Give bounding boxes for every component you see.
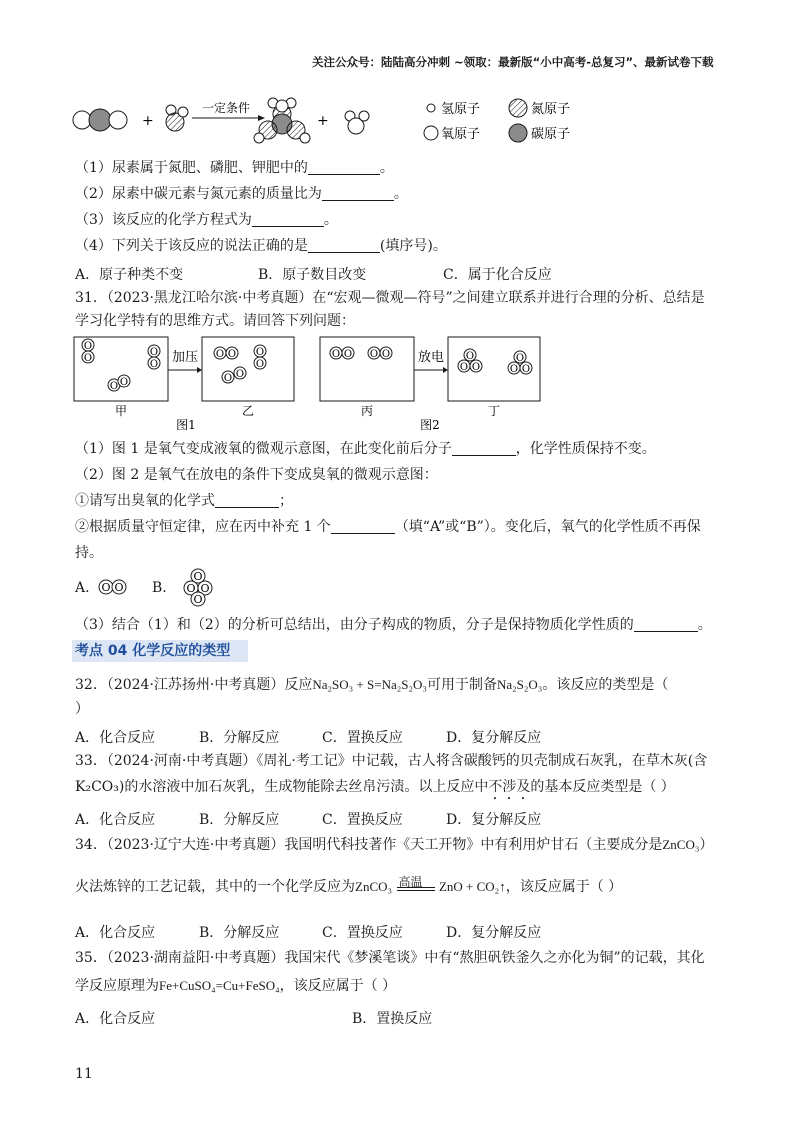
legend-hydrogen: 氢原子 (441, 102, 481, 117)
plus-sign-2: + (317, 113, 329, 129)
svg-text:O: O (149, 347, 159, 358)
q30-part1: （1）尿素属于氮肥、磷肥、钾肥中的 。 (75, 160, 394, 176)
oxygen-atom (73, 111, 91, 129)
svg-text:O: O (215, 349, 225, 360)
svg-text:O: O (255, 347, 265, 358)
q31-part2b: ②根据质量守恒定律，应在丙中补充 1 个 （填“A”或“B”）。变化后，氧气的化学性质不再保 (75, 519, 701, 535)
svg-text:O: O (83, 353, 93, 364)
svg-text:O: O (471, 362, 481, 373)
svg-text:O: O (83, 341, 93, 352)
svg-text:O: O (343, 349, 353, 360)
svg-text:O: O (509, 364, 519, 375)
q35-option-a[interactable]: A．化合反应 (75, 1011, 156, 1027)
section-heading: 考点 04 化学反应的类型 (75, 643, 231, 659)
answer-blank[interactable] (308, 160, 380, 175)
q30-part4: （4）下列关于该反应的说法正确的是 (填序号)。 (75, 238, 447, 254)
q34-option-a[interactable]: A．化合反应 (75, 925, 156, 941)
legend-oxygen: 氧原子 (441, 127, 481, 142)
figure2-caption: 图2 (420, 418, 440, 432)
label-ding: 丁 (487, 404, 501, 418)
q33-stem-line2: K₂CO₃)的水溶液中加石灰乳，生成物能除去丝帛污渍。以上反应中不涉及的基本反应类型是（ ） (75, 779, 675, 795)
q32-product: Na₂S₂O₃ (496, 677, 543, 692)
legend-carbon: 碳原子 (531, 127, 571, 142)
ozone-linear-molecule (98, 577, 158, 597)
svg-text:O: O (465, 351, 475, 362)
q32-stem: 32．（2024·江苏扬州·中考真题）反应Na₂SO₃ + S=Na₂S₂O₃可用于制备Na₂S₂O₃。该反应的类型是（ (75, 677, 669, 693)
emphasis-not-involved: 不涉及 (488, 779, 531, 795)
legend-nitrogen: 氮原子 (531, 102, 571, 117)
svg-text:O: O (101, 581, 111, 594)
answer-blank[interactable] (634, 617, 698, 632)
q34-stem-line1: 34．（2023·辽宁大连·中考真题）我国明代科技著作《天工开物》中有利用炉甘石（主要成分是ZnCO₃） (75, 837, 714, 853)
q30-option-c[interactable]: C．属于化合反应 (443, 267, 552, 283)
oxygen-molecule (82, 339, 94, 364)
q33-stem-line1: 33．（2024·河南·中考真题）《周礼·考工记》中记载，古人将含碳酸钙的贝壳制成石灰乳，在草木灰(含 (75, 753, 708, 769)
q34-stem-line2: 火法炼锌的工艺记载，其中的一个化学反应为ZnCO₃ 高温 ZnO + CO₂↑，该反应属于（ ） (75, 875, 623, 895)
q31-diagram (74, 335, 574, 435)
answer-blank[interactable] (452, 441, 516, 456)
reaction-figure (70, 100, 430, 150)
label-yi: 乙 (241, 404, 255, 418)
q33-option-b[interactable]: B．分解反应 (199, 812, 280, 828)
answer-blank[interactable] (252, 212, 324, 227)
svg-text:O: O (193, 570, 203, 583)
svg-text:O: O (521, 364, 531, 375)
arrow-label-pressurize: 加压 (172, 350, 199, 365)
answer-blank[interactable] (215, 493, 279, 508)
q32-option-a[interactable]: A．化合反应 (75, 730, 156, 746)
q35-option-b[interactable]: B．置换反应 (352, 1011, 433, 1027)
svg-text:O: O (149, 359, 159, 370)
oxygen-atom (109, 111, 127, 129)
q33-option-d[interactable]: D．复分解反应 (446, 812, 542, 828)
q33-option-a[interactable]: A．化合反应 (75, 812, 156, 828)
q34-option-d[interactable]: D．复分解反应 (446, 925, 542, 941)
q31-part3: （3）结合（1）和（2）的分析可总结出，由分子构成的物质，分子是保持物质化学性质的 。 (75, 617, 712, 633)
arrow-label-discharge: 放电 (418, 350, 445, 365)
q31-part2b-cont: 持。 (75, 545, 103, 561)
svg-text:O: O (119, 377, 129, 388)
answer-blank[interactable] (331, 519, 395, 534)
svg-text:O: O (223, 373, 233, 384)
page-number: 11 (75, 1066, 93, 1082)
q31-stem-line2: 学习化学特有的思维方式。请回答下列问题： (75, 313, 355, 329)
page-header: 关注公众号：陆陆高分冲刺 ~领取：最新版“小中高考-总复习”、最新试卷下载 (312, 55, 714, 69)
q31-part1: （1）图 1 是氧气变成液氧的微观示意图，在此变化前后分子 ，化学性质保持不变。 (75, 441, 656, 457)
q32-equation: Na₂SO₃ + S=Na₂S₂O₃ (312, 677, 427, 692)
plus-sign-1: + (142, 113, 154, 129)
svg-text:O: O (459, 362, 469, 373)
svg-text:O: O (114, 581, 124, 594)
svg-text:O: O (109, 381, 119, 392)
q30-part3: （3）该反应的化学方程式为 。 (75, 212, 338, 228)
svg-text:O: O (227, 349, 237, 360)
q32-option-c[interactable]: C．置换反应 (322, 730, 403, 746)
q35-stem-line2: 学反应原理为Fe+CuSO₄=Cu+FeSO₄，该反应属于（ ） (75, 978, 397, 994)
q32-option-b[interactable]: B．分解反应 (199, 730, 280, 746)
label-jia: 甲 (114, 404, 128, 418)
q31-option-a[interactable]: A. (75, 580, 90, 596)
answer-blank[interactable] (308, 238, 380, 253)
svg-text:O: O (193, 593, 203, 606)
svg-text:O: O (381, 349, 391, 360)
reaction-condition: 一定条件 (202, 101, 251, 115)
svg-text:O: O (369, 349, 379, 360)
carbon-atom (89, 109, 111, 131)
q34-option-c[interactable]: C．置换反应 (322, 925, 403, 941)
svg-text:O: O (331, 349, 341, 360)
figure1-caption: 图1 (176, 418, 196, 432)
q32-stem-end: ） (75, 701, 89, 717)
q34-option-b[interactable]: B．分解反应 (199, 925, 280, 941)
svg-text:O: O (255, 359, 265, 370)
svg-text:O: O (200, 582, 210, 595)
q31-option-b[interactable]: B. (152, 580, 167, 596)
hydrogen-atom (178, 107, 188, 117)
q30-option-a[interactable]: A．原子种类不变 (75, 267, 184, 283)
q35-stem-line1: 35．（2023·湖南益阳·中考真题）我国宋代《梦溪笔谈》中有“熬胆矾铁釜久之亦化为铜”的记载，其化 (75, 950, 705, 966)
svg-text:O: O (186, 582, 196, 595)
q31-stem-line1: 31．（2023·黑龙江哈尔滨·中考真题）在“宏观—微观—符号”之间建立联系并进行合理的分析、总结是 (75, 290, 705, 306)
q32-option-d[interactable]: D．复分解反应 (446, 730, 542, 746)
answer-blank[interactable] (322, 186, 394, 201)
q31-part2: （2）图 2 是氧气在放电的条件下变成臭氧的微观示意图： (75, 467, 438, 483)
ozone-cluster-molecule (178, 568, 238, 608)
q33-option-c[interactable]: C．置换反应 (322, 812, 403, 828)
svg-text:O: O (235, 369, 245, 380)
q31-part2a: ①请写出臭氧的化学式 ； (75, 493, 293, 509)
q30-part2: （2）尿素中碳元素与氮元素的质量比为 。 (75, 186, 408, 202)
atom-legend (425, 95, 615, 145)
q30-option-b[interactable]: B．原子数目改变 (258, 267, 367, 283)
svg-text:O: O (515, 353, 525, 364)
label-bing: 丙 (360, 404, 374, 418)
high-temp-condition: 高温 (397, 889, 435, 891)
